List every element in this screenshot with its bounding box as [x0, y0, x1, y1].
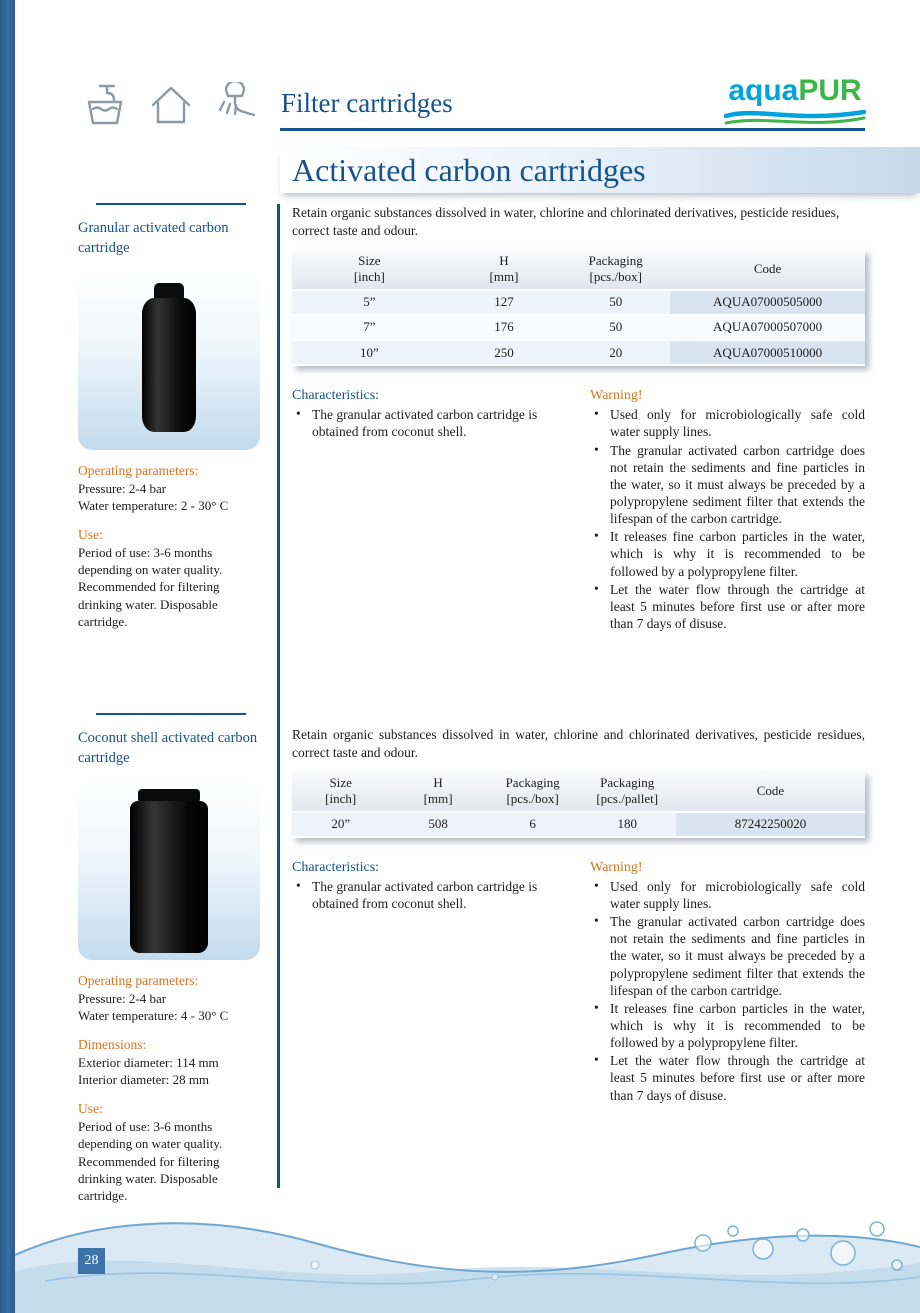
warning-item — [590, 406, 865, 440]
warning-text: Let the water flow through the cartridge at least 5 minutes before first use or after more than 7 days of disuse. — [610, 581, 865, 632]
page-title: Filter cartridges — [281, 88, 453, 118]
left-edge-bar — [0, 0, 15, 1313]
column-divider — [277, 204, 280, 1188]
page-number: 28 — [78, 1248, 105, 1274]
section-banner — [280, 147, 920, 193]
bullet-icon — [590, 528, 610, 579]
sidebar-rule — [96, 203, 246, 205]
bullet-icon — [590, 1052, 610, 1103]
characteristics-label: Characteristics: — [292, 859, 380, 875]
section-intro: Retain organic substances dissolved in water, chlorine and chlorinated derivatives, pesticide residues, correct taste and odour. — [292, 205, 840, 238]
table-row — [292, 316, 865, 341]
cell-packaging: 20 — [561, 341, 670, 366]
water-wave-footer — [15, 1185, 920, 1313]
cell-h: 250 — [447, 341, 562, 366]
characteristics-block — [292, 860, 563, 1105]
cell-size: 7” — [292, 316, 447, 341]
main-section-2 — [292, 726, 865, 1105]
col-header-packaging-box: Packaging [pcs./box] — [487, 772, 579, 813]
cell-code: AQUA07000505000 — [670, 291, 865, 316]
bullet-icon — [590, 1000, 610, 1051]
product-table-granular — [292, 250, 865, 366]
bullet-icon — [590, 913, 610, 999]
characteristic-item — [292, 406, 563, 440]
laundry-tub-icon — [80, 82, 130, 128]
warning-item — [590, 878, 865, 912]
cartridge-cap — [154, 283, 184, 299]
cell-packaging: 50 — [561, 316, 670, 341]
bullet-icon — [590, 406, 610, 440]
use-label: Use: — [78, 1101, 103, 1117]
characteristic-text: The granular activated carbon cartridge is obtained from coconut shell. — [312, 407, 538, 440]
logo-text-aqua: aqua — [728, 74, 799, 107]
col-header-code: Code — [676, 772, 865, 813]
warning-item — [590, 913, 865, 999]
warning-text: It releases fine carbon particles in the water, which is why it is recommended to be followed by a polypropylene filter. — [610, 1000, 865, 1051]
category-icons — [80, 82, 262, 128]
cell-h: 508 — [389, 813, 486, 838]
col-header-h: H [mm] — [389, 772, 486, 813]
sidebar-section-2 — [78, 713, 264, 1204]
warning-label: Warning! — [590, 388, 643, 404]
warning-text: Used only for microbiologically safe cold water supply lines. — [610, 407, 865, 440]
logo-text-pur: PUR — [798, 74, 862, 107]
cell-packaging-pallet: 180 — [578, 813, 675, 838]
product-image-granular-cartridge — [78, 270, 260, 450]
exterior-diameter-value: Exterior diameter: 114 mm — [78, 1055, 219, 1071]
use-text: Period of use: 3-6 months depending on water quality. Recommended for filtering drinking water. Disposable cartridge. — [78, 1119, 223, 1203]
characteristic-item — [292, 878, 563, 912]
cell-code: 87242250020 — [676, 813, 865, 838]
cell-code: AQUA07000510000 — [670, 341, 865, 366]
characteristic-text: The granular activated carbon cartridge is obtained from coconut shell. — [312, 878, 538, 911]
use-text: Period of use: 3-6 months depending on water quality. Recommended for filtering drinking water. Disposable cartridge. — [78, 545, 223, 629]
warning-item — [590, 1000, 865, 1051]
brand-logo — [724, 76, 866, 129]
col-header-size: Size [inch] — [292, 772, 389, 813]
warning-text: The granular activated carbon cartridge does not retain the sediments and fine particles in the water, so it must always be preceded by a polypropylene sediment filter that extends the lifespan of the carbon cartridge. — [610, 914, 865, 998]
operating-parameters-label: Operating parameters: — [78, 973, 199, 989]
water-temperature-value: Water temperature: 4 - 30° C — [78, 1008, 229, 1024]
cell-h: 127 — [447, 291, 562, 316]
bullet-icon — [590, 581, 610, 632]
warning-item — [590, 581, 865, 632]
product-title-coconut: Coconut shell activated carbon cartridge — [78, 730, 258, 766]
warning-item — [590, 1052, 865, 1103]
banner-title: Activated carbon cartridges — [292, 151, 646, 188]
pressure-value: Pressure: 2-4 bar — [78, 990, 167, 1006]
bullet-icon — [590, 878, 610, 912]
cell-packaging-box: 6 — [487, 813, 579, 838]
col-header-size: Size [inch] — [292, 250, 447, 291]
table-header-row — [292, 250, 865, 291]
main-section-1 — [292, 204, 865, 633]
pressure-value: Pressure: 2-4 bar — [78, 480, 167, 496]
sidebar-rule — [96, 713, 246, 715]
bullet-icon — [590, 442, 610, 528]
characteristics-label: Characteristics: — [292, 388, 380, 404]
product-image-coconut-cartridge — [78, 780, 260, 960]
sidebar-section-1 — [78, 203, 264, 630]
cartridge-body — [130, 801, 208, 953]
cell-h: 176 — [447, 316, 562, 341]
product-table-coconut — [292, 772, 865, 838]
col-header-code: Code — [670, 250, 865, 291]
interior-diameter-value: Interior diameter: 28 mm — [78, 1072, 210, 1088]
table-row — [292, 341, 865, 366]
logo-wave-icon — [724, 107, 866, 129]
warning-text: The granular activated carbon cartridge does not retain the sediments and fine particles in the water, so it must always be preceded by a polypropylene sediment filter that extends the lifespan of the carbon cartridge. — [610, 442, 865, 527]
table-header-row — [292, 772, 865, 813]
cell-size: 5” — [292, 291, 447, 316]
use-label: Use: — [78, 527, 103, 543]
bullet-icon — [292, 406, 312, 440]
table-row — [292, 291, 865, 316]
warning-text: Let the water flow through the cartridge at least 5 minutes before first use or after more than 7 days of disuse. — [610, 1053, 865, 1103]
warning-item — [590, 442, 865, 528]
warning-text: Used only for microbiologically safe cold water supply lines. — [610, 878, 865, 911]
warning-label: Warning! — [590, 859, 643, 875]
col-header-packaging-pallet: Packaging [pcs./pallet] — [578, 772, 675, 813]
cell-size: 20” — [292, 813, 389, 838]
water-temperature-value: Water temperature: 2 - 30° C — [78, 498, 229, 514]
bullet-icon — [292, 878, 312, 912]
table-row — [292, 813, 865, 838]
dimensions-label: Dimensions: — [78, 1037, 147, 1053]
col-header-h: H [mm] — [447, 250, 562, 291]
cell-packaging: 50 — [561, 291, 670, 316]
operating-parameters-label: Operating parameters: — [78, 463, 199, 479]
cell-size: 10” — [292, 341, 447, 366]
product-title-granular: Granular activated carbon cartridge — [78, 220, 229, 256]
cartridge-body — [142, 298, 196, 432]
hand-shower-icon — [212, 82, 262, 128]
warning-block — [590, 388, 865, 633]
col-header-packaging: Packaging [pcs./box] — [561, 250, 670, 291]
cell-code: AQUA07000507000 — [670, 316, 865, 341]
warning-text: It releases fine carbon particles in the water, which is why it is recommended to be followed by a polypropylene filter. — [610, 529, 865, 579]
warning-item — [590, 528, 865, 579]
characteristics-block — [292, 388, 563, 633]
house-icon — [146, 82, 196, 128]
section-intro: Retain organic substances dissolved in water, chlorine and chlorinated derivatives, pesticide residues, correct taste and odour. — [292, 727, 865, 760]
warning-block — [590, 860, 865, 1105]
